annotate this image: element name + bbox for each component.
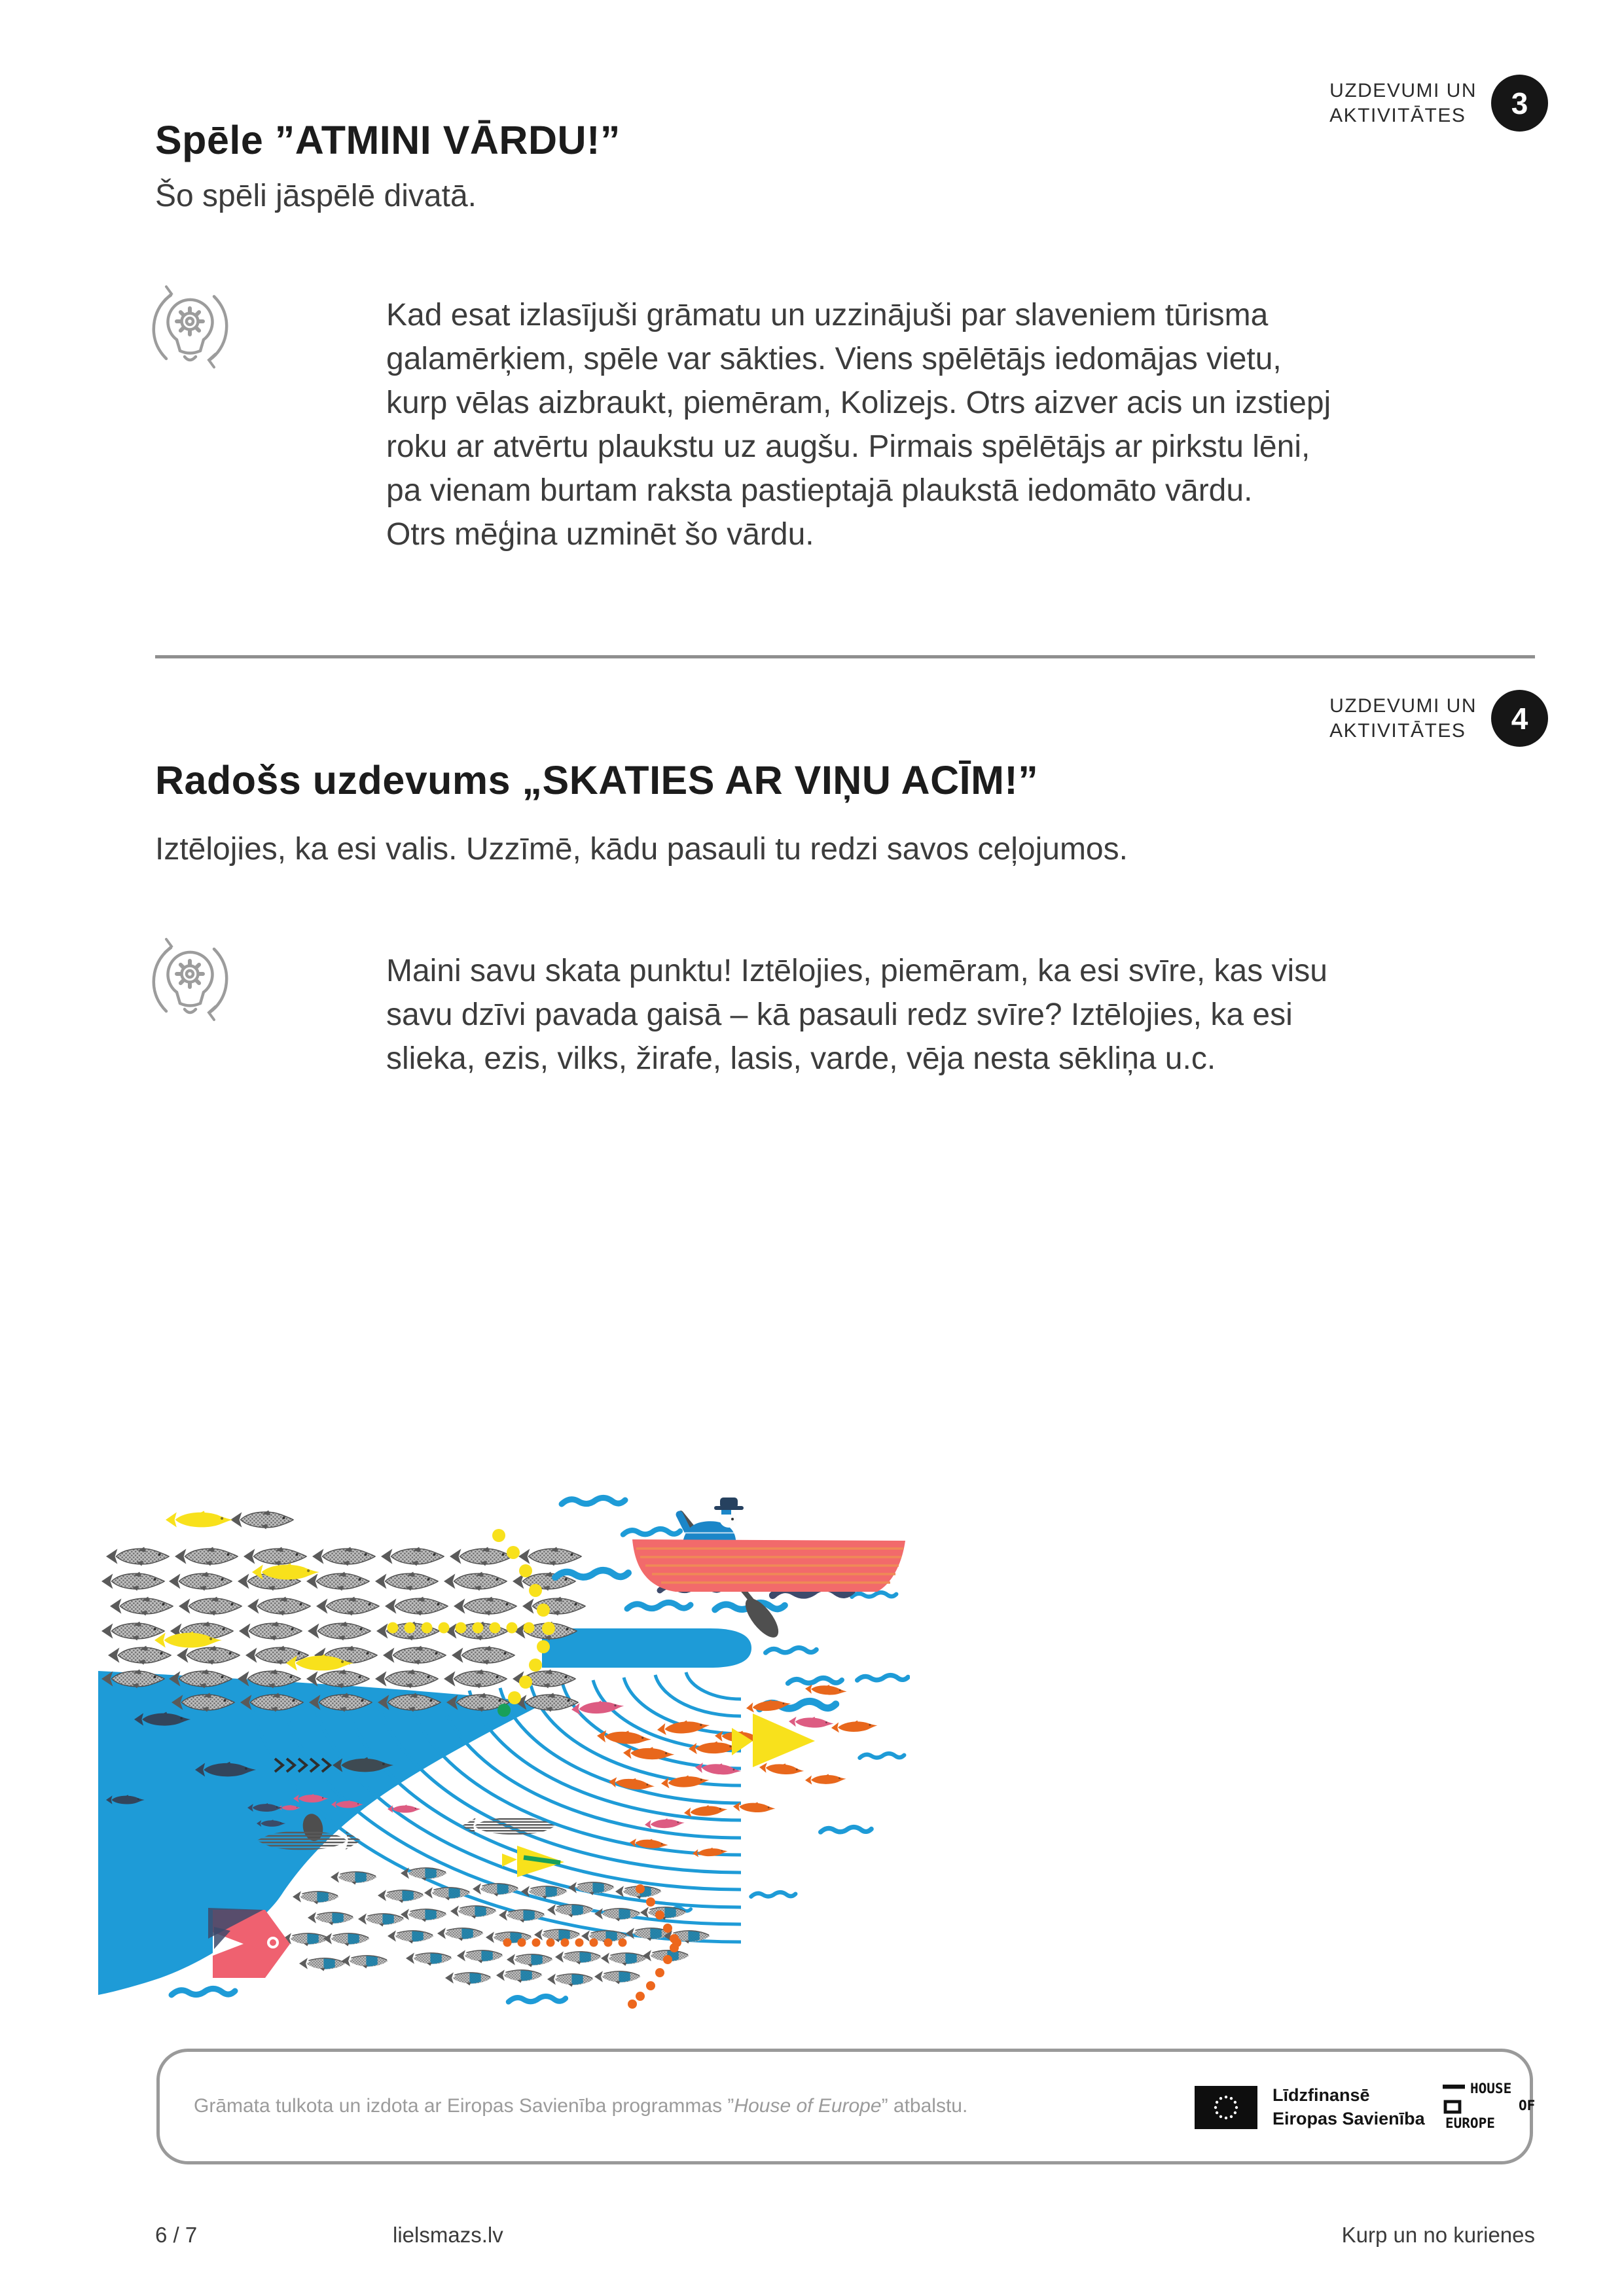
yellow-fish xyxy=(154,1511,353,1670)
section-lead-4: Iztēlojies, ka esi valis. Uzzīmē, kādu pasauli tu redzi savos ceļojumos. xyxy=(155,832,1128,867)
rowing-boat xyxy=(632,1498,905,1643)
fish-school-bottom xyxy=(283,1867,710,1986)
section-body-3: Kad esat izlasījuši grāmatu un uzzinājuši par slaveniem tūrisma galamērķiem, spēle var sākties. Viens spēlētājs iedomājas vietu, kurp vēlas aizbraukt, piemēram, Kolizejs. Otrs aizver acis un izstiepj roku ar atvērtu plaukstu uz augšu. Pirmais spēlētājs ar pirkstu lēni, pa vienam burtam raksta pastieptajā plaukstā iedomāto vārdu. Otrs mēģina uzminēt šo vārdu. xyxy=(386,298,1331,552)
house-of-europe-logo xyxy=(1443,2081,1541,2133)
orange-dot-arrow xyxy=(503,1884,682,2009)
section-divider xyxy=(155,655,1535,658)
credit-box xyxy=(156,2049,1536,2164)
badge-uzdevumi-4 xyxy=(1329,690,1548,747)
section-title-3: Spēle ”ATMINI VĀRDU!” xyxy=(155,117,621,162)
badge-number-circle: 4 xyxy=(1491,690,1548,747)
section-body-4: Maini savu skata punktu! Iztēlojies, piemēram, ka esi svīre, kas visu savu dzīvi pavada gaisā – kā pasauli redz svīre? Iztēlojies, ka esi slieka, ezis, vilks, žirafe, lasis, varde, vēja nesta sēkliņa u.c. xyxy=(386,954,1327,1076)
whale-illustration xyxy=(98,1466,910,2009)
green-dot xyxy=(497,1704,511,1717)
badge-number-circle: 3 xyxy=(1491,75,1548,132)
svg-text:HOUSE: HOUSE xyxy=(1470,2081,1512,2096)
website-label: lielsmazs.lv xyxy=(393,2223,503,2247)
fish-school-top xyxy=(101,1510,585,1712)
page-number: 6 / 7 xyxy=(155,2223,198,2247)
eu-funding-label: Līdzfinansē Eiropas Savienība xyxy=(1272,2085,1425,2128)
pink-fish xyxy=(208,1908,290,1978)
credit-line: Grāmata tulkota un izdota ar Eiropas Savienība programmas ”House of Europe” atbalstu. xyxy=(194,2095,968,2117)
badge-uzdevumi-3 xyxy=(1329,75,1548,132)
creative-process-icon xyxy=(149,933,231,1028)
book-title: Kurp un no kurienes xyxy=(1341,2223,1535,2247)
badge-label: UZDEVUMI UN AKTIVITĀTES xyxy=(1329,694,1477,742)
section-title-4: Radošs uzdevums „SKATIES AR VIŅU ACĪM!” xyxy=(155,757,1039,802)
eu-flag-logo xyxy=(1195,2086,1257,2129)
svg-text:EUROPE: EUROPE xyxy=(1445,2115,1495,2131)
svg-text:OF: OF xyxy=(1519,2098,1536,2113)
badge-label: UZDEVUMI UN AKTIVITĀTES xyxy=(1329,79,1477,126)
creative-process-icon xyxy=(149,280,231,375)
section-lead-3: Šo spēli jāspēlē divatā. xyxy=(155,179,477,213)
